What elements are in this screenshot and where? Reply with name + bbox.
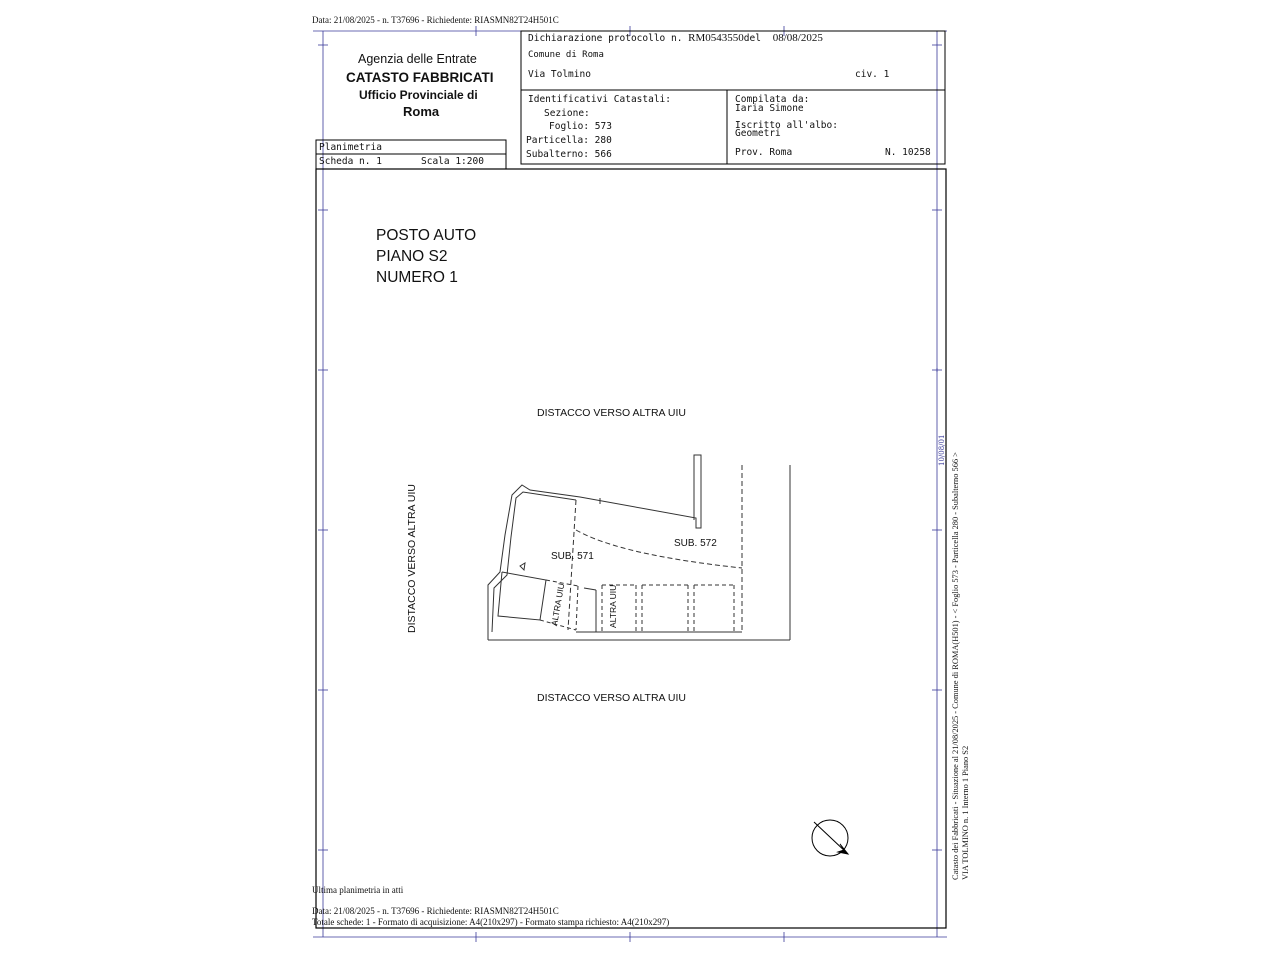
protocol-del: del [743, 33, 761, 44]
albo-label: Iscritto all'albo: [735, 120, 838, 131]
agency-department: CATASTO FABBRICATI [346, 70, 494, 85]
altra-uiu-label-2: ALTRA UIU [608, 584, 618, 628]
floor-plan [488, 455, 790, 640]
albo-value: Geometri [735, 128, 781, 139]
ultima-planimetria: Ultima planimetria in atti [312, 885, 404, 895]
sezione: Sezione: [544, 108, 590, 119]
subalterno: Subalterno: 566 [526, 149, 612, 160]
registration-number: N. 10258 [885, 147, 931, 158]
protocol-line [528, 32, 823, 44]
planimetria-label: Planimetria [319, 142, 382, 153]
sub-572-label: SUB. 572 [674, 538, 717, 549]
comune: Comune di Roma [528, 50, 604, 60]
request-header: Data: 21/08/2025 - n. T37696 - Richiedente: RIASMN82T24H501C [312, 15, 559, 25]
distacco-left-label: DISTACCO VERSO ALTRA UIU [406, 484, 418, 633]
agency-city: Roma [403, 104, 440, 119]
sub-571-label: SUB. 571 [551, 551, 594, 562]
protocol-label: Dichiarazione protocollo n. [528, 33, 683, 44]
agency-name: Agenzia delle Entrate [358, 52, 477, 66]
plan-title-line2: PIANO S2 [376, 248, 448, 265]
particella: Particella: 280 [526, 135, 612, 146]
scala-label: Scala 1:200 [421, 156, 484, 167]
protocol-number: RM0543550 [688, 32, 744, 44]
margin-stamp: 10/08/01 [938, 434, 946, 466]
footer-totale-line: Totale schede: 1 - Formato di acquisizione: A4(210x297) - Formato stampa richiesto: A4(210x297) [312, 917, 670, 927]
street: Via Tolmino [528, 69, 591, 80]
scheda-label: Scheda n. 1 [319, 156, 382, 167]
margin-address-line: VIA TOLMINO n. 1 Interno 1 Piano S2 [961, 745, 970, 880]
compilata-label: Compilata da: [735, 94, 810, 105]
distacco-bottom-label: DISTACCO VERSO ALTRA UIU [537, 692, 686, 704]
footer-data-line: Data: 21/08/2025 - n. T37696 - Richiedente: RIASMN82T24H501C [312, 906, 559, 916]
identifiers-title: Identificativi Catastali: [528, 94, 671, 105]
margin-situation-line: Catasto dei Fabbricati - Situazione al 21/08/2025 - Comune di ROMA(H501) - < Foglio 573 - Particella 280 - Subalterno 566 > [951, 452, 960, 880]
distacco-top-label: DISTACCO VERSO ALTRA UIU [537, 407, 686, 419]
foglio: Foglio: 573 [549, 121, 612, 132]
altra-uiu-label-1: ALTRA UIU [549, 582, 567, 627]
protocol-date: 08/08/2025 [772, 32, 823, 44]
plan-title-line1: POSTO AUTO [376, 227, 477, 244]
compilata-name: Iaria Simone [735, 103, 804, 114]
province: Prov. Roma [735, 147, 793, 158]
north-arrow-icon [812, 820, 848, 856]
agency-office: Ufficio Provinciale di [359, 88, 478, 102]
civic-number: civ. 1 [855, 69, 890, 80]
plan-title-line3: NUMERO 1 [376, 269, 458, 286]
